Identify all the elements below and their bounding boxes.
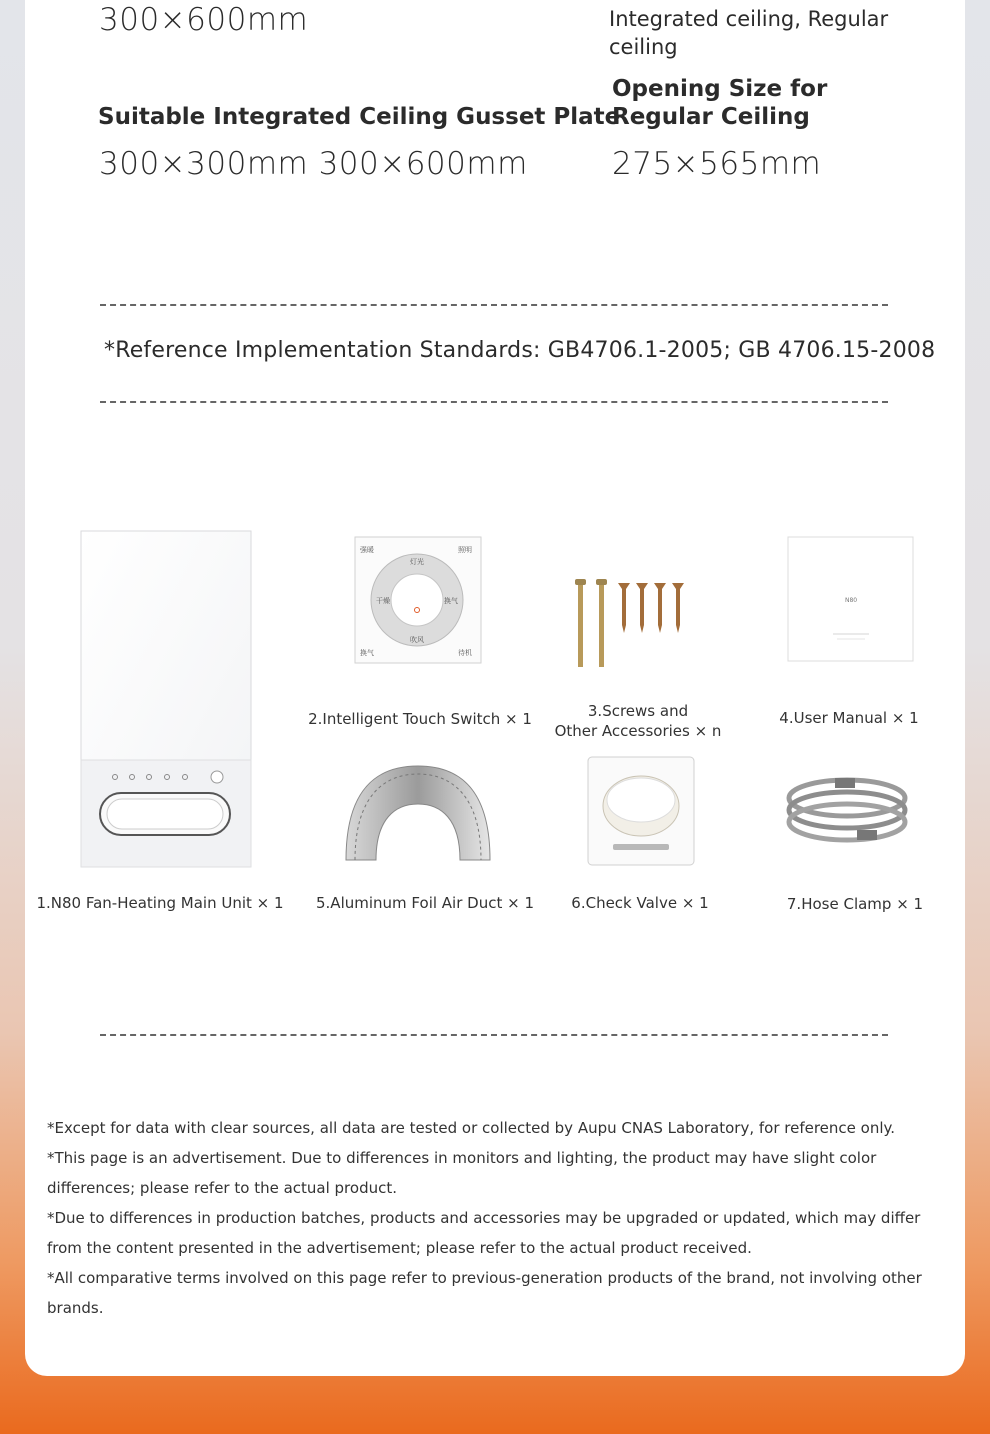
- switch-ring-right: 换气: [444, 597, 458, 605]
- opening-value: 275×565mm: [612, 146, 822, 182]
- caption-check-valve: 6.Check Valve × 1: [571, 894, 709, 912]
- switch-label-tl: 强暖: [360, 546, 374, 554]
- caption-main-unit: 1.N80 Fan-Heating Main Unit × 1: [36, 894, 284, 912]
- caption-screws: [538, 701, 738, 741]
- disclaimer-notes: [47, 1113, 957, 1323]
- main-unit-image: [80, 530, 252, 868]
- caption-air-duct: 5.Aluminum Foil Air Duct × 1: [316, 894, 534, 912]
- divider-bottom: [100, 1034, 888, 1036]
- switch-ring-left: 干燥: [376, 597, 390, 605]
- caption-user-manual: 4.User Manual × 1: [779, 709, 919, 727]
- touch-switch-image: [354, 536, 482, 664]
- divider-top: [100, 304, 888, 306]
- hose-clamp-image: [785, 770, 909, 850]
- switch-ring-top: 灯光: [410, 558, 424, 566]
- check-valve-image: [587, 756, 695, 866]
- caption-hose-clamp: 7.Hose Clamp × 1: [786, 895, 924, 913]
- spec-ceiling-type: Integrated ceiling, Regular ceiling: [609, 7, 889, 59]
- switch-ring-bottom: 吹风: [410, 636, 424, 644]
- air-duct-image: [341, 764, 495, 864]
- switch-label-bl: 换气: [360, 649, 374, 657]
- spec-size-value: 300×600mm: [99, 2, 309, 38]
- standards-text: *Reference Implementation Standards: GB4706.1-2005; GB 4706.15-2008: [104, 338, 936, 363]
- caption-screws-line1: 3.Screws and: [587, 702, 689, 720]
- user-manual-image: [787, 536, 914, 662]
- note-4: *All comparative terms involved on this page refer to previous-generation products of the brand, not involving other brands.: [47, 1269, 922, 1317]
- note-3: *Due to differences in production batches, products and accessories may be upgraded or updated, which may differ from the content presented in the advertisement; please refer to the actual product received.: [47, 1209, 921, 1257]
- switch-label-tr: 照明: [458, 546, 472, 554]
- gusset-value: 300×300mm 300×600mm: [99, 146, 528, 182]
- switch-label-br: 待机: [458, 649, 472, 657]
- content-card: [25, 0, 965, 1376]
- note-2: *This page is an advertisement. Due to differences in monitors and lighting, the product may have slight color differences; please refer to the actual product.: [47, 1149, 877, 1197]
- caption-touch-switch: 2.Intelligent Touch Switch × 1: [308, 710, 532, 728]
- opening-heading: Opening Size for Regular Ceiling: [612, 76, 828, 130]
- screws-image: [572, 575, 704, 670]
- gusset-heading: Suitable Integrated Ceiling Gusset Plate: [98, 104, 621, 130]
- note-1: *Except for data with clear sources, all data are tested or collected by Aupu CNAS Laboratory, for reference only.: [47, 1119, 896, 1137]
- caption-screws-line2: Other Accessories × n: [554, 722, 722, 740]
- divider-middle: [100, 401, 888, 403]
- manual-title: N80: [845, 597, 858, 604]
